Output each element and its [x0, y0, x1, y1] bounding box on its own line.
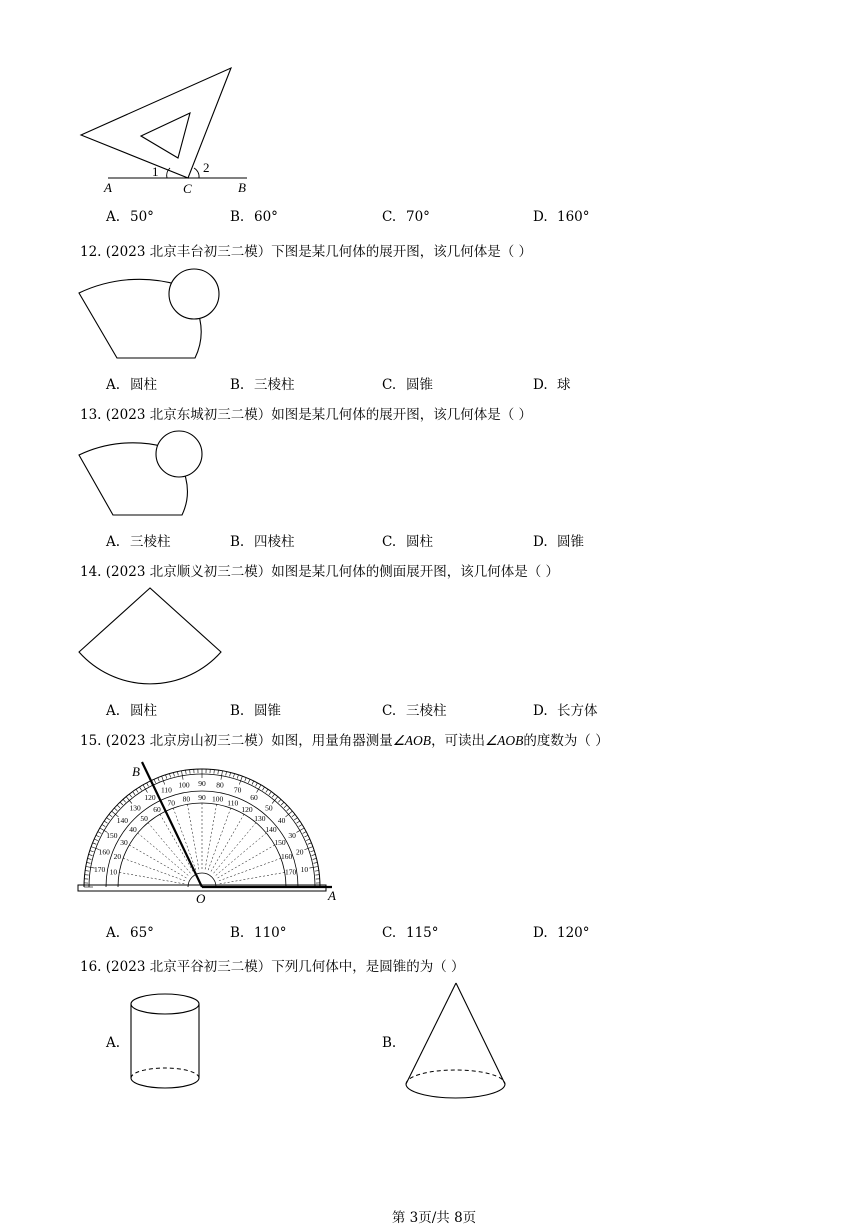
protractor-inner-number: 140 [265, 825, 277, 835]
protractor-radial [218, 845, 275, 878]
cylinder-bottom-back [131, 1068, 199, 1078]
protractor-tick [303, 832, 307, 834]
protractor-tick [129, 794, 131, 797]
protractor-tick [147, 783, 149, 787]
protractor-radial [211, 814, 244, 871]
q14-option-d[interactable]: D. 长方体 [533, 703, 598, 719]
protractor-inner-number: 130 [254, 814, 266, 824]
protractor-tick [248, 779, 250, 783]
q12-option-a[interactable]: A. 圆柱 [106, 377, 157, 393]
protractor-tick [313, 858, 317, 859]
protractor-inner-number: 150 [274, 838, 286, 847]
protractor-tick [284, 805, 287, 808]
label-c: C [183, 181, 192, 196]
q13-option-a[interactable]: A. 三棱柱 [106, 534, 171, 550]
protractor-tick [310, 851, 314, 852]
q13-figure [76, 428, 211, 520]
q15-option-b[interactable]: B. 110° [230, 925, 287, 941]
protractor-radial [173, 808, 196, 870]
protractor-tick [272, 794, 274, 797]
protractor-tick [107, 818, 110, 820]
protractor-tick [281, 802, 284, 805]
protractor-outer-number: 120 [144, 792, 156, 802]
protractor-tick [120, 802, 123, 805]
protractor-tick [315, 871, 319, 872]
protractor-radial [160, 814, 193, 871]
protractor-tick [109, 814, 112, 816]
protractor-tick [304, 835, 308, 837]
q14-option-a[interactable]: A. 圆柱 [106, 703, 157, 719]
protractor-inner-number: 80 [182, 794, 191, 804]
protractor [78, 769, 326, 891]
protractor-tick [98, 832, 102, 834]
protractor-tick [269, 792, 271, 795]
protractor-tick [158, 778, 159, 782]
protractor-tick [299, 824, 302, 826]
label-a: A [104, 180, 112, 195]
protractor-inner-number: 40 [129, 825, 137, 835]
protractor-inner-number: 90 [198, 793, 206, 802]
protractor-outer-number: 90 [198, 779, 206, 788]
protractor-outer-number: 160 [98, 847, 110, 857]
protractor-radial [219, 858, 281, 881]
q11-figure [70, 60, 270, 200]
protractor-tick [230, 773, 231, 777]
protractor-tick [102, 824, 105, 826]
protractor-tick [252, 781, 254, 785]
q11-option-b[interactable]: B. 60° [230, 209, 278, 225]
q14-option-c[interactable]: C. 三棱柱 [382, 703, 447, 719]
protractor-radial [119, 872, 184, 883]
page-footer: 第 3页/共 8页 [391, 1210, 477, 1226]
protractor-outer-number: 50 [265, 803, 273, 813]
protractor-radial [138, 833, 189, 875]
protractor-radial [214, 823, 256, 874]
q13-option-b[interactable]: B. 四棱柱 [230, 534, 295, 550]
protractor-tick [96, 835, 100, 837]
protractor-tick [266, 789, 268, 792]
label-b: B [132, 764, 140, 779]
protractor-tick [89, 854, 93, 855]
q11-option-d[interactable]: D. 160° [533, 209, 590, 225]
protractor-outer-number: 40 [277, 816, 286, 826]
protractor-tick [114, 808, 117, 811]
q12-stem: 12. (2023 北京丰台初三二模）下图是某几何体的展开图，该几何体是（ ） [80, 244, 532, 260]
q12-option-d[interactable]: D. 球 [533, 377, 571, 393]
protractor-inner-number: 100 [212, 794, 224, 804]
base-circle [156, 431, 202, 477]
protractor-radial [208, 808, 231, 870]
protractor-radial [129, 845, 186, 878]
protractor-tick [287, 808, 290, 811]
protractor-radial [216, 833, 267, 875]
protractor-tick [93, 843, 97, 844]
cylinder-top [131, 994, 199, 1014]
protractor-tick [173, 773, 174, 777]
protractor-inner-number: 170 [285, 867, 297, 877]
protractor-inner-number: 10 [109, 867, 118, 877]
protractor-tick [136, 789, 138, 792]
label-2: 2 [203, 160, 210, 175]
protractor-tick [169, 774, 170, 778]
protractor-outer-number: 30 [288, 831, 296, 840]
protractor-tick [166, 775, 167, 779]
protractor-tick [226, 772, 227, 776]
protractor-outer-number: 140 [116, 816, 128, 826]
q12-option-c[interactable]: C. 圆锥 [382, 377, 433, 393]
protractor-tick [306, 839, 310, 841]
q15-option-a[interactable]: A. 65° [106, 925, 154, 941]
q15-stem: 15. (2023 北京房山初三二模）如图，用量角器测量∠AOB，可读出∠AOB的度数为（ ） [80, 733, 609, 749]
protractor-inner-number: 160 [280, 852, 293, 862]
q14-stem: 14. (2023 北京顺义初三二模）如图是某几何体的侧面展开图，该几何体是（ ） [80, 564, 559, 580]
protractor-tick [256, 783, 258, 787]
protractor-tick [85, 871, 89, 872]
protractor-outer-number: 10 [300, 864, 309, 874]
q15-protractor-figure [76, 760, 356, 910]
protractor-outer-number: 150 [106, 831, 118, 840]
q13-option-d[interactable]: D. 圆锥 [533, 534, 584, 550]
cone-side-left [406, 983, 456, 1084]
protractor-tick [245, 778, 246, 782]
q16-cone-figure[interactable] [403, 980, 509, 1104]
protractor-tick [294, 818, 297, 820]
q14-option-b[interactable]: B. 圆锥 [230, 703, 281, 719]
protractor-inner-number: 60 [153, 805, 161, 815]
protractor-outer-number: 60 [250, 792, 258, 802]
protractor-tick [139, 787, 141, 790]
protractor-tick [94, 839, 98, 841]
label-1: 1 [152, 164, 159, 179]
protractor-outer-number: 170 [93, 864, 106, 874]
protractor-tick [90, 851, 94, 852]
cone-base-back [406, 1070, 505, 1084]
q12-figure [76, 268, 226, 363]
q15-option-d[interactable]: D. 120° [533, 925, 590, 941]
protractor-tick [133, 792, 135, 795]
protractor-tick [186, 770, 187, 774]
protractor-outer-number: 100 [178, 780, 190, 790]
q16-stem: 16. (2023 北京平谷初三二模）下列几何体中，是圆锥的为（ ） [80, 959, 465, 975]
protractor-radial [123, 858, 185, 881]
protractor-outer-number: 70 [233, 785, 242, 795]
q14-figure [76, 586, 226, 686]
q15-option-c[interactable]: C. 115° [382, 925, 439, 941]
q11-option-c[interactable]: C. 70° [382, 209, 430, 225]
q16-cylinder-figure[interactable] [128, 992, 206, 1094]
protractor-tick [123, 799, 126, 802]
q11-option-a[interactable]: A. 50° [106, 209, 154, 225]
protractor-radial [205, 804, 216, 869]
protractor-tick [177, 772, 178, 776]
protractor-tick [297, 821, 300, 823]
base-circle [169, 269, 219, 319]
protractor-inner-number: 20 [113, 852, 122, 862]
protractor-tick [314, 862, 318, 863]
protractor-inner-number: 120 [241, 805, 253, 815]
protractor-inner-number: 30 [120, 838, 128, 847]
q16-option-a[interactable]: A. [106, 1035, 121, 1051]
protractor-inner-number: 50 [140, 814, 148, 824]
protractor-tick [312, 854, 316, 855]
protractor-tick [237, 775, 238, 779]
protractor-tick [218, 770, 219, 774]
protractor-tick [104, 821, 107, 823]
cone-side-right [456, 983, 505, 1084]
protractor-tick [117, 805, 120, 808]
sector-shape [79, 588, 221, 684]
label-a: A [328, 888, 336, 903]
protractor-tick [262, 787, 264, 790]
protractor-outer-number: 20 [295, 847, 304, 857]
protractor-tick [308, 843, 312, 844]
label-o: O [196, 891, 206, 906]
label-b: B [238, 180, 246, 195]
protractor-outer-number: 130 [129, 803, 141, 813]
protractor-outer-number: 80 [216, 780, 224, 790]
protractor-tick [87, 862, 91, 863]
protractor-inner-number: 70 [167, 798, 175, 808]
q12-option-b[interactable]: B. 三棱柱 [230, 377, 295, 393]
protractor-tick [292, 814, 295, 816]
protractor-radial [220, 872, 285, 883]
cylinder-bottom-front [131, 1078, 199, 1088]
triangle-ruler-inner [141, 113, 190, 158]
angle-arc-2 [194, 168, 199, 178]
protractor-tick [233, 774, 234, 778]
q16-option-b[interactable]: B. [382, 1035, 397, 1051]
q13-option-c[interactable]: C. 圆柱 [382, 534, 433, 550]
protractor-tick [154, 779, 156, 783]
protractor-outer-number: 110 [160, 785, 172, 795]
protractor-inner-number: 110 [227, 798, 239, 808]
q13-stem: 13. (2023 北京东城初三二模）如图是某几何体的展开图，该几何体是（ ） [80, 407, 532, 423]
protractor-tick [278, 799, 281, 802]
cone-base-front [406, 1084, 505, 1098]
protractor-tick [88, 858, 92, 859]
